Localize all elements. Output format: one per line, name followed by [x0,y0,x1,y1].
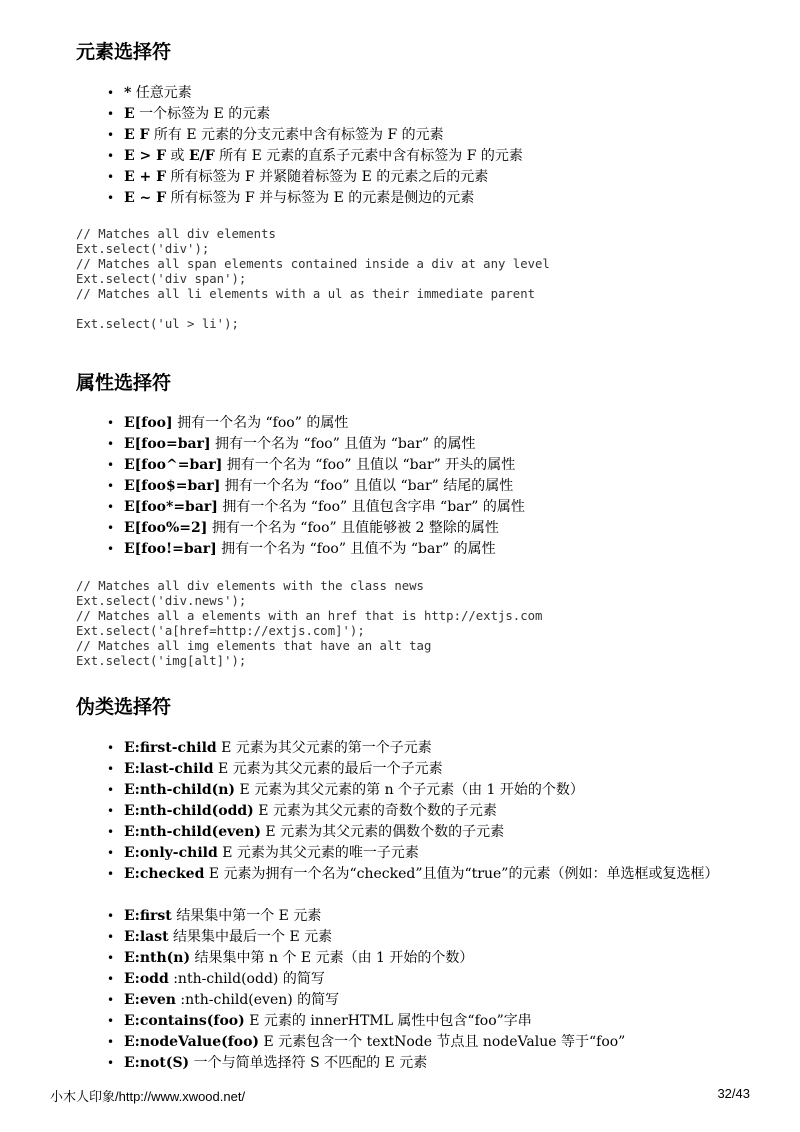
selector-description-alt: 所有 E 元素的直系子元素中含有标签为 F 的元素 [214,148,523,164]
bullet-icon: • [107,458,115,472]
selector-syntax: * [124,85,132,101]
page-footer [50,1086,750,1104]
selector-syntax: E:nth-child(n) [124,782,236,798]
selector-description: E 元素为其父元素的第一个子元素 [216,740,432,756]
selector-description: 拥有一个名为 “foo” 且值为 “bar” 的属性 [210,436,476,452]
list-item [0,906,800,927]
selector-syntax: E[foo=bar] [124,436,211,452]
heading-attribute-selectors: 属性选择符 [76,372,172,394]
selector-description: E 元素为其父元素的偶数个数的子元素 [260,824,505,840]
bullet-icon: • [107,846,115,860]
selector-description: E 元素为其父元素的最后一个子元素 [213,761,443,777]
bullet-icon: • [107,867,115,881]
bullet-icon: • [107,170,115,184]
bullet-icon: • [107,437,115,451]
list-item [0,497,800,518]
selector-description: 或 [166,148,189,164]
bullet-icon: • [107,930,115,944]
list-item [0,167,800,188]
bullet-icon: • [107,521,115,535]
list-item [0,539,800,560]
bullet-icon: • [107,972,115,986]
selector-syntax: E:last [124,929,169,945]
selector-syntax: E > F [124,148,167,164]
selector-description: 结果集中第 n 个 E 元素（由 1 开始的个数） [190,950,474,966]
bullet-icon: • [107,1014,115,1028]
selector-description: E 元素为其父元素的奇数个数的子元素 [253,803,497,819]
selector-description: 拥有一个名为 “foo” 且值能够被 2 整除的属性 [207,520,499,536]
footer-site: 小木人印象/http://www.xwood.net/ [50,1089,246,1104]
selector-description: 结果集中第一个 E 元素 [171,908,322,924]
selector-syntax: E[foo^=bar] [124,457,223,473]
bullet-icon: • [107,993,115,1007]
selector-description: 拥有一个名为 “foo” 且值包含字串 “bar” 的属性 [217,499,525,515]
selector-syntax: E:nth-child(odd) [124,803,254,819]
selector-description: 拥有一个名为 “foo” 的属性 [172,415,349,431]
selector-syntax: E[foo] [124,415,173,431]
selector-description: 所有标签为 F 并紧随着标签为 E 的元素之后的元素 [166,169,489,185]
bullet-icon: • [107,825,115,839]
bullet-icon: • [107,191,115,205]
selector-syntax: E + F [124,169,167,185]
bullet-icon: • [107,86,115,100]
code-block-element-selectors: // Matches all div elements Ext.select('div'); // Matches all span elements contained inside a div at any level Ext.select('div span'); // Matches all li elements with a ul as their immediate parent Ext.select('ul > li'); [76,227,550,331]
bullet-icon: • [107,542,115,556]
bullet-icon: • [107,500,115,514]
code-block-attribute-selectors: // Matches all div elements with the class news Ext.select('div.news'); // Matches all a elements with an href that is http://extjs.com Ext.select('a[href=http://extjs.com]'); // Matches all img elements that have an alt tag Ext.select('img[alt]'); [76,579,543,668]
selector-syntax: E F [124,127,150,143]
selector-syntax: E ~ F [124,190,167,206]
selector-description: E 元素为拥有一个名为“checked”且值为“true”的元素（例如：单选框或复选框） [204,866,719,882]
list-item [0,801,800,822]
selector-description: 一个标签为 E 的元素 [134,106,271,122]
selector-description: :nth-child(odd) 的简写 [168,971,325,987]
selector-description: 所有 E 元素的分支元素中含有标签为 F 的元素 [149,127,444,143]
selector-description: E 元素包含一个 textNode 节点且 nodeValue 等于“foo” [259,1034,626,1050]
list-item [0,518,800,539]
bullet-icon: • [107,951,115,965]
bullet-icon: • [107,107,115,121]
selector-syntax: E:even [124,992,176,1008]
list-item [0,104,800,125]
selector-syntax: E[foo%=2] [124,520,208,536]
selector-syntax: E:not(S) [124,1055,190,1071]
selector-description: E 元素为其父元素的唯一子元素 [217,845,419,861]
selector-syntax: E:contains(foo) [124,1013,245,1029]
selector-syntax: E:last-child [124,761,214,777]
heading-element-selectors: 元素选择符 [76,41,172,63]
list-item [0,146,800,167]
selector-description: 所有标签为 F 并与标签为 E 的元素是侧边的元素 [166,190,475,206]
list-item [0,455,800,476]
selector-description: 任意元素 [131,85,192,101]
selector-description: 拥有一个名为 “foo” 且值以 “bar” 结尾的属性 [220,478,514,494]
list-item [0,125,800,146]
bullet-icon: • [107,909,115,923]
list-item [0,990,800,1011]
list-item [0,83,800,104]
selector-description: :nth-child(even) 的简写 [175,992,340,1008]
list-item [0,969,800,990]
selector-syntax: E:first [124,908,172,924]
selector-syntax: E[foo!=bar] [124,541,217,557]
list-item [0,413,800,434]
selector-description: E 元素的 innerHTML 属性中包含“foo”字串 [244,1013,532,1029]
list-item [0,1032,800,1053]
bullet-icon: • [107,741,115,755]
list-item [0,738,800,759]
list-item [0,864,800,885]
bullet-icon: • [107,416,115,430]
selector-description: 拥有一个名为 “foo” 且值不为 “bar” 的属性 [216,541,496,557]
selector-syntax: E:first-child [124,740,217,756]
bullet-icon: • [107,783,115,797]
selector-syntax: E:odd [124,971,169,987]
heading-pseudo-selectors: 伪类选择符 [76,696,172,718]
list-pseudo-selectors-extra [0,906,800,1074]
list-item [0,927,800,948]
list-item [0,188,800,209]
selector-syntax: E [124,106,135,122]
selector-syntax: E:nodeValue(foo) [124,1034,260,1050]
list-item [0,759,800,780]
selector-syntax: E:nth-child(even) [124,824,261,840]
selector-description: 结果集中最后一个 E 元素 [168,929,333,945]
list-pseudo-selectors [0,738,800,885]
selector-description: E 元素为其父元素的第 n 个子元素（由 1 开始的个数） [235,782,584,798]
list-item [0,780,800,801]
bullet-icon: • [107,479,115,493]
selector-syntax: E[foo$=bar] [124,478,221,494]
list-item [0,948,800,969]
selector-description: 一个与简单选择符 S 不匹配的 E 元素 [189,1055,428,1071]
selector-syntax: E:only-child [124,845,218,861]
list-item [0,434,800,455]
list-item [0,476,800,497]
list-attribute-selectors [0,413,800,560]
bullet-icon: • [107,1056,115,1070]
list-item [0,843,800,864]
bullet-icon: • [107,149,115,163]
selector-syntax: E:nth(n) [124,950,191,966]
selector-syntax-alt: E/F [189,148,215,164]
list-item [0,822,800,843]
bullet-icon: • [107,128,115,142]
selector-syntax: E[foo*=bar] [124,499,218,515]
bullet-icon: • [107,1035,115,1049]
bullet-icon: • [107,762,115,776]
selector-syntax: E:checked [124,866,205,882]
bullet-icon: • [107,804,115,818]
page-number: 32/43 [717,1086,750,1101]
list-item [0,1053,800,1074]
list-item [0,1011,800,1032]
list-element-selectors [0,83,800,209]
selector-description: 拥有一个名为 “foo” 且值以 “bar” 开头的属性 [222,457,516,473]
